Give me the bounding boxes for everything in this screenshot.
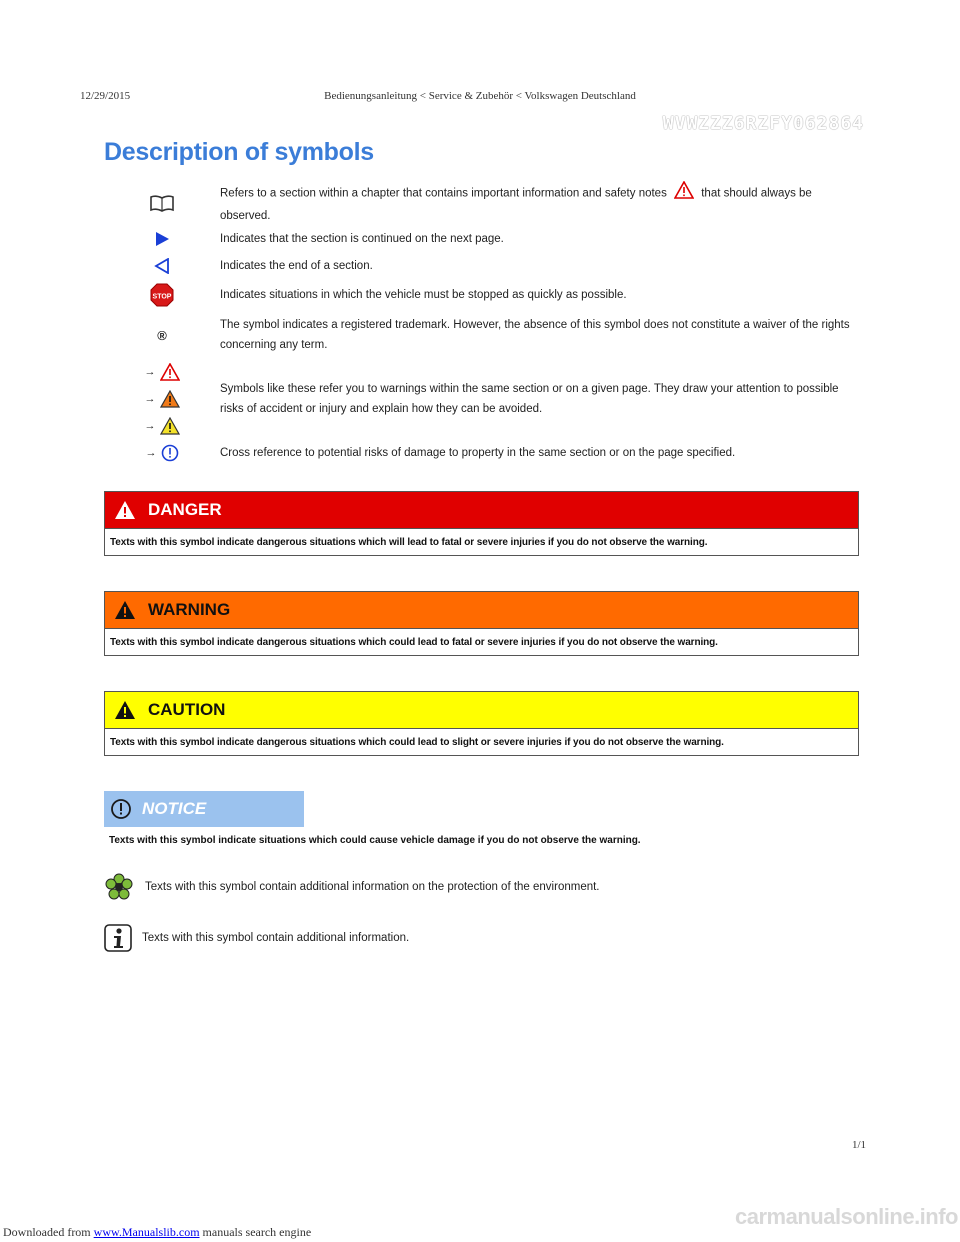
symbol-text: Indicates the end of a section. [220,260,373,272]
symbol-text: Indicates that the section is continued on the next page. [220,233,504,245]
warning-box [104,591,859,656]
warning-text: Texts with this symbol indicate dangerous situations which could lead to fatal or severe injuries if you do not observe the warning. [110,636,718,648]
caution-text: Texts with this symbol indicate dangerous situations which could lead to slight or severe injuries if you do not observe the warning. [110,736,724,748]
notice-circle-icon: → [146,442,179,464]
danger-triangle-icon [114,500,136,520]
environment-info [104,872,600,902]
warning-title: WARNING [148,600,231,619]
page-number: 1/1 [851,1139,866,1151]
symbol-row [104,226,859,252]
stop-sign-icon [104,283,220,307]
notice-box [104,791,304,827]
warning-triangle-icon [674,181,694,206]
notice-text: Texts with this symbol indicate situations which could cause vehicle damage if you do not observe the warning. [109,835,641,846]
symbol-row [104,438,859,468]
notice-title: NOTICE [142,799,207,818]
caution-triangle-icon [114,700,136,720]
print-date: 12/29/2015 [80,90,131,102]
environment-text: Texts with this symbol contain additional information on the protection of the environment. [145,881,600,893]
warning-reference: → [145,388,180,410]
symbol-row [104,310,859,360]
warning-triangle-icon [114,600,136,620]
caution-title: CAUTION [148,700,226,719]
symbol-row [104,280,859,310]
symbol-text-cont: that should always be observed. [220,187,812,222]
manualslib-link[interactable]: www.Manualslib.com [93,1225,200,1239]
page-title: Description of symbols [104,138,374,166]
warning-triangles-icon [145,361,180,437]
symbols-table [104,180,859,468]
info-icon [104,924,132,952]
danger-title: DANGER [148,500,222,519]
additional-info [104,924,409,952]
warning-reference: → [145,361,180,383]
download-footer: Downloaded from www.Manualslib.com manuals search engine [3,1225,312,1239]
registered-icon: ® [157,327,167,343]
print-header-title: Bedienungsanleitung < Service & Zubehör < Volkswagen Deutschland [324,90,636,102]
vin-label: WVWZZZ6RZFY062864 [662,113,864,134]
symbol-text: Indicates situations in which the vehicle must be stopped as quickly as possible. [220,289,627,301]
caution-box [104,691,859,756]
additional-text: Texts with this symbol contain additional information. [142,932,410,944]
symbol-row [104,252,859,280]
watermark: carmanualsonline.info [735,1204,958,1229]
symbol-row [104,180,859,226]
danger-text: Texts with this symbol indicate dangerous situations which will lead to fatal or severe injuries if you do not observe the warning. [110,536,708,548]
warning-reference: → [145,415,180,437]
flower-environment-icon [104,872,134,902]
symbol-text: Symbols like these refer you to warnings within the same section or on a given page. They draw your attention to possible risks of accident or injury and explain how they can be avoided. [220,383,839,415]
play-arrow-icon [104,231,220,247]
svg-text:STOP: STOP [152,293,172,301]
book-icon [104,194,220,212]
notice-circle-icon [110,798,132,820]
symbol-text: Cross reference to potential risks of damage to property in the same section or on the page specified. [220,447,736,459]
symbol-row [104,360,859,438]
danger-box [104,491,859,556]
symbol-text: The symbol indicates a registered trademark. However, the absence of this symbol does not constitute a waiver of the rights concerning any term. [220,319,850,351]
end-triangle-icon [104,258,220,274]
symbol-text: Refers to a section within a chapter that contains important information and safety notes [220,187,667,200]
